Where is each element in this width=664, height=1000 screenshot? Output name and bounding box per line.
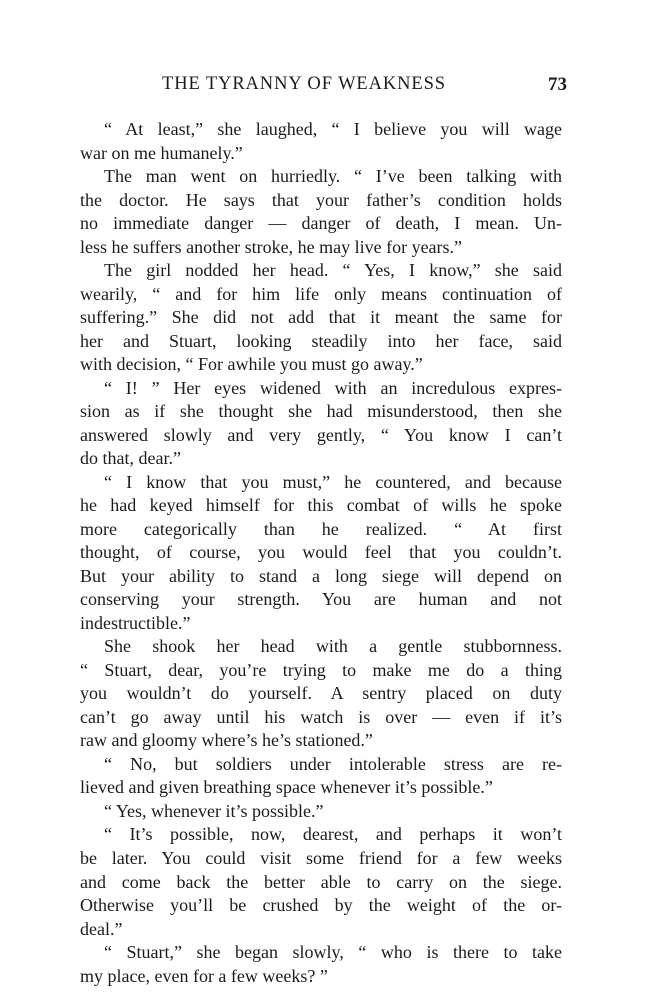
text-line: “ Stuart,” she began slowly, “ who is there to take [104, 942, 562, 963]
text-line: answered slowly and very gently, “ You know I can’t [80, 424, 562, 445]
text-line: sion as if she thought she had misunderstood, then she [80, 401, 562, 422]
text-line: “ I know that you must,” he countered, and because [104, 471, 562, 492]
text-line: But your ability to stand a long siege will depend on [80, 565, 562, 586]
text-line: “ Yes, whenever it’s possible.” [104, 800, 324, 821]
text-line: Otherwise you’ll be crushed by the weight of the or- [80, 895, 562, 916]
running-head [80, 74, 567, 100]
text-line: “ At least,” she laughed, “ I believe you will wage [104, 119, 562, 139]
text-line: thought, of course, you would feel that you couldn’t. [80, 542, 562, 563]
text-line: be later. You could visit some friend for a few weeks [80, 847, 562, 868]
text-line: lieved and given breathing space whenever it’s possible.” [80, 777, 493, 798]
text-line: he had keyed himself for this combat of wills he spoke [80, 495, 562, 516]
text-line: you wouldn’t do yourself. A sentry placed on duty [80, 683, 562, 704]
text-line: She shook her head with a gentle stubbornness. [104, 636, 562, 657]
text-line: “ Stuart, dear, you’re trying to make me do a thing [80, 659, 562, 680]
text-line: conserving your strength. You are human and not [80, 589, 562, 610]
text-line: war on me humanely.” [80, 142, 243, 163]
text-line: “ I! ” Her eyes widened with an incredulous expres- [104, 377, 562, 398]
text-line: can’t go away until his watch is over — even if it’s [80, 706, 562, 727]
text-line: the doctor. He says that your father’s condition holds [80, 189, 562, 210]
text-line: indestructible.” [80, 612, 191, 633]
text-line: do that, dear.” [80, 448, 181, 469]
page-number: 73 [548, 74, 567, 95]
text-line: deal.” [80, 918, 123, 939]
text-line: “ It’s possible, now, dearest, and perhaps it won’t [104, 824, 562, 845]
text-line: less he suffers another stroke, he may live for years.” [80, 236, 463, 257]
body-text [80, 118, 562, 988]
text-line: raw and gloomy where’s he’s stationed.” [80, 730, 373, 751]
text-line: wearily, “ and for him life only means continuation of [80, 283, 562, 304]
text-line: my place, even for a few weeks? ” [80, 965, 328, 986]
text-line: her and Stuart, looking steadily into her face, said [80, 330, 562, 351]
text-line: more categorically than he realized. “ At first [80, 518, 562, 539]
text-line: and come back the better able to carry on the siege. [80, 871, 562, 892]
text-line: The girl nodded her head. “ Yes, I know,” she said [104, 260, 562, 281]
text-line: with decision, “ For awhile you must go away.” [80, 354, 423, 375]
text-line: The man went on hurriedly. “ I’ve been talking with [104, 166, 562, 187]
text-line: suffering.” She did not add that it meant the same for [80, 307, 562, 328]
text-line: “ No, but soldiers under intolerable stress are re- [104, 753, 562, 774]
text-line: no immediate danger — danger of death, I mean. Un- [80, 213, 562, 234]
running-title: THE TYRANNY OF WEAKNESS [162, 74, 446, 94]
